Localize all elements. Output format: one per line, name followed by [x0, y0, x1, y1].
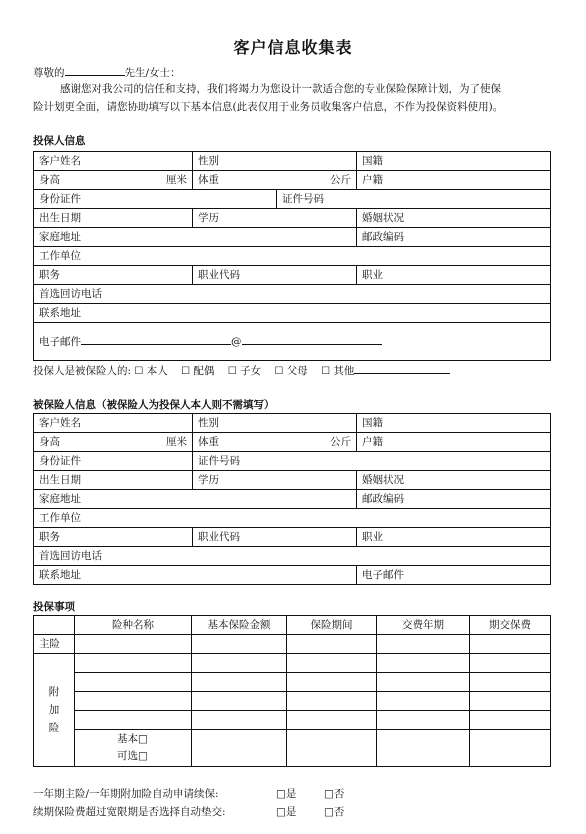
table-row — [34, 285, 551, 304]
height-unit: 厘米 — [166, 174, 187, 186]
employer-label: 工作单位 — [39, 250, 81, 262]
nationality-cell[interactable] — [357, 152, 551, 171]
checkbox-other[interactable]: ☐ — [321, 366, 331, 377]
weight-unit: 公斤 — [330, 174, 351, 186]
option-parents: 父母 — [286, 365, 308, 377]
job-label: 职务 — [39, 269, 60, 281]
rider-pay-years-cell[interactable] — [377, 730, 470, 767]
insured-gender-cell[interactable] — [193, 414, 357, 433]
table-row — [34, 673, 551, 692]
insured-address-label: 家庭地址 — [39, 493, 81, 505]
name-cell[interactable] — [34, 152, 193, 171]
main-pay-years-cell[interactable] — [377, 635, 470, 654]
auto-advance-yes-option[interactable]: □是 — [276, 806, 297, 818]
rider-char-1: 附 — [48, 686, 60, 698]
option-children: 子女 — [240, 365, 262, 377]
insured-heading: 被保险人信息（被保险人为投保人本人则不需填写） — [33, 399, 275, 411]
relation-row — [33, 362, 450, 379]
insured-postcode-cell[interactable] — [357, 490, 551, 509]
table-row — [34, 471, 551, 490]
auto-advance-question-text: 续期保险费超过宽限期是否选择自动垫交: — [33, 806, 226, 818]
table-row — [34, 209, 551, 228]
rider-premium-cell[interactable] — [470, 692, 551, 711]
postcode-cell[interactable] — [357, 228, 551, 247]
birth-label: 出生日期 — [39, 212, 81, 224]
email-at-sign: @ — [231, 336, 242, 348]
employer-cell[interactable] — [34, 247, 551, 266]
table-row — [34, 654, 551, 673]
table-row — [34, 323, 551, 361]
occupation-label: 职业 — [362, 269, 383, 281]
table-row — [34, 730, 551, 767]
insured-employer-cell[interactable] — [34, 509, 551, 528]
address-label: 家庭地址 — [39, 231, 81, 243]
rider-period-cell[interactable] — [287, 692, 377, 711]
phone-cell[interactable] — [34, 285, 551, 304]
main-period-cell[interactable] — [287, 635, 377, 654]
insured-height-label: 身高 — [39, 436, 60, 448]
gender-cell[interactable] — [193, 152, 357, 171]
salutation — [33, 64, 181, 81]
id-doc-label: 身份证件 — [39, 193, 81, 205]
insured-id-doc-label: 身份证件 — [39, 455, 81, 467]
salutation-suffix: 先生/女士： — [124, 67, 181, 79]
insured-postcode-label: 邮政编码 — [362, 493, 404, 505]
insured-name-label: 客户姓名 — [39, 417, 81, 429]
table-row — [34, 547, 551, 566]
col-header-premium: 期交保费 — [470, 616, 551, 635]
insured-education-cell[interactable] — [193, 471, 357, 490]
insured-phone-label: 首选回访电话 — [39, 550, 102, 562]
insured-occupation-cell[interactable] — [357, 528, 551, 547]
table-row — [34, 692, 551, 711]
table-row — [34, 635, 551, 654]
optional-option[interactable]: 可选□ — [117, 750, 148, 762]
contact-address-label: 联系地址 — [39, 307, 81, 319]
basic-option[interactable]: 基本□ — [117, 733, 148, 745]
table-row — [34, 247, 551, 266]
policyholder-table — [33, 151, 551, 361]
option-self: 本人 — [146, 365, 168, 377]
rider-premium-cell[interactable] — [470, 654, 551, 673]
education-cell[interactable] — [193, 209, 357, 228]
rider-premium-cell[interactable] — [470, 730, 551, 767]
col-header-pay-years: 交费年期 — [377, 616, 470, 635]
insured-contact-address-cell[interactable] — [34, 566, 357, 585]
email-cell[interactable] — [34, 323, 551, 361]
table-row — [34, 452, 551, 471]
name-label: 客户姓名 — [39, 155, 81, 167]
rider-pay-years-cell[interactable] — [377, 673, 470, 692]
plan-type-cell[interactable] — [75, 730, 192, 767]
gender-label: 性别 — [198, 155, 219, 167]
rider-amount-cell[interactable] — [192, 692, 287, 711]
insured-name-cell[interactable] — [34, 414, 193, 433]
table-row — [34, 528, 551, 547]
checkbox-children[interactable]: ☐ — [227, 366, 237, 377]
email-label: 电子邮件 — [39, 336, 81, 348]
insured-marital-label: 婚姻状况 — [362, 474, 404, 486]
insured-education-label: 学历 — [198, 474, 219, 486]
insured-table — [33, 413, 551, 585]
renewal-yes-option[interactable]: □是 — [276, 788, 297, 800]
marital-label: 婚姻状况 — [362, 212, 404, 224]
salutation-prefix: 尊敬的 — [33, 67, 65, 79]
rider-label — [34, 654, 75, 767]
corner-cell — [34, 616, 75, 635]
option-other: 其他 — [333, 365, 355, 377]
rider-pay-years-cell[interactable] — [377, 654, 470, 673]
rider-amount-cell[interactable] — [192, 730, 287, 767]
household-cell[interactable] — [357, 171, 551, 190]
policyholder-heading: 投保人信息 — [33, 135, 86, 147]
table-row — [34, 266, 551, 285]
job-cell[interactable] — [34, 266, 193, 285]
renewal-no-option[interactable]: □否 — [324, 788, 345, 800]
id-number-label: 证件号码 — [282, 193, 324, 205]
rider-amount-cell[interactable] — [192, 711, 287, 730]
table-row — [34, 509, 551, 528]
insured-weight-cell[interactable] — [193, 433, 357, 452]
insured-birth-label: 出生日期 — [39, 474, 81, 486]
insured-id-number-cell[interactable] — [193, 452, 551, 471]
insured-weight-unit: 公斤 — [330, 436, 351, 448]
insured-id-number-label: 证件号码 — [198, 455, 240, 467]
other-relation-blank[interactable] — [354, 362, 450, 374]
education-label: 学历 — [198, 212, 219, 224]
intro-line-2: 险计划更全面，请您协助填写以下基本信息(此表仅用于业务员收集客户信息，不作为投保资料使用)。 — [33, 101, 504, 113]
insured-id-doc-cell[interactable] — [34, 452, 193, 471]
checkbox-parents[interactable]: ☐ — [274, 366, 284, 377]
job-code-cell[interactable] — [193, 266, 357, 285]
table-row — [34, 171, 551, 190]
intro-line-1: 感谢您对我公司的信任和支持，我们将竭力为您设计一款适合您的专业保险保障计划，为了使保 — [60, 83, 501, 95]
rider-product-cell[interactable] — [75, 692, 192, 711]
insured-household-label: 户籍 — [362, 436, 383, 448]
rider-product-cell[interactable] — [75, 673, 192, 692]
height-label: 身高 — [39, 174, 60, 186]
birth-cell[interactable] — [34, 209, 193, 228]
insured-address-cell[interactable] — [34, 490, 357, 509]
rider-period-cell[interactable] — [287, 673, 377, 692]
table-row — [34, 616, 551, 635]
page-title: 客户信息收集表 — [233, 38, 353, 57]
insured-phone-cell[interactable] — [34, 547, 551, 566]
table-row — [34, 228, 551, 247]
nationality-label: 国籍 — [362, 155, 383, 167]
auto-advance-question — [33, 805, 344, 820]
table-row — [34, 490, 551, 509]
table-row — [34, 433, 551, 452]
customer-name-blank[interactable] — [65, 64, 125, 76]
weight-cell[interactable] — [193, 171, 357, 190]
id-doc-cell[interactable] — [34, 190, 277, 209]
postcode-label: 邮政编码 — [362, 231, 404, 243]
auto-advance-no-option[interactable]: □否 — [324, 806, 345, 818]
col-header-period: 保险期间 — [287, 616, 377, 635]
main-amount-cell[interactable] — [192, 635, 287, 654]
rider-product-cell[interactable] — [75, 654, 192, 673]
insured-employer-label: 工作单位 — [39, 512, 81, 524]
coverage-table — [33, 615, 551, 767]
contact-address-cell[interactable] — [34, 304, 551, 323]
job-code-label: 职业代码 — [198, 269, 240, 281]
insured-job-code-label: 职业代码 — [198, 531, 240, 543]
option-spouse: 配偶 — [193, 365, 215, 377]
main-premium-cell[interactable] — [470, 635, 551, 654]
insured-height-unit: 厘米 — [166, 436, 187, 448]
insured-email-label: 电子邮件 — [362, 569, 404, 581]
insured-job-label: 职务 — [39, 531, 60, 543]
renewal-question-text: 一年期主险/一年期附加险自动申请续保: — [33, 788, 219, 800]
email-user-blank[interactable] — [81, 333, 231, 345]
checkbox-self[interactable]: ☐ — [134, 366, 144, 377]
insured-marital-cell[interactable] — [357, 471, 551, 490]
table-row — [34, 152, 551, 171]
height-cell[interactable] — [34, 171, 193, 190]
insured-occupation-label: 职业 — [362, 531, 383, 543]
table-row — [34, 566, 551, 585]
rider-product-cell[interactable] — [75, 711, 192, 730]
rider-pay-years-cell[interactable] — [377, 711, 470, 730]
id-number-cell[interactable] — [277, 190, 551, 209]
occupation-cell[interactable] — [357, 266, 551, 285]
weight-label: 体重 — [198, 174, 219, 186]
address-cell[interactable] — [34, 228, 357, 247]
household-label: 户籍 — [362, 174, 383, 186]
rider-period-cell[interactable] — [287, 654, 377, 673]
rider-pay-years-cell[interactable] — [377, 692, 470, 711]
table-row — [34, 304, 551, 323]
renewal-question — [33, 787, 344, 802]
rider-premium-cell[interactable] — [470, 673, 551, 692]
rider-char-3: 险 — [48, 722, 60, 734]
col-header-product: 险种名称 — [75, 616, 192, 635]
insured-nationality-cell[interactable] — [357, 414, 551, 433]
insured-household-cell[interactable] — [357, 433, 551, 452]
rider-amount-cell[interactable] — [192, 673, 287, 692]
rider-char-2: 加 — [48, 704, 60, 716]
insured-gender-label: 性别 — [198, 417, 219, 429]
col-header-amount: 基本保险金额 — [192, 616, 287, 635]
email-domain-blank[interactable] — [242, 333, 382, 345]
main-insurance-label: 主险 — [34, 635, 75, 654]
insured-contact-address-label: 联系地址 — [39, 569, 81, 581]
insured-nationality-label: 国籍 — [362, 417, 383, 429]
checkbox-spouse[interactable]: ☐ — [181, 366, 191, 377]
insured-height-cell[interactable] — [34, 433, 193, 452]
rider-amount-cell[interactable] — [192, 654, 287, 673]
marital-cell[interactable] — [357, 209, 551, 228]
phone-label: 首选回访电话 — [39, 288, 102, 300]
coverage-heading: 投保事项 — [33, 601, 75, 613]
insured-weight-label: 体重 — [198, 436, 219, 448]
insured-job-cell[interactable] — [34, 528, 193, 547]
relation-label: 投保人是被保险人的: — [33, 365, 132, 377]
main-product-cell[interactable] — [75, 635, 192, 654]
table-row — [34, 711, 551, 730]
rider-period-cell[interactable] — [287, 711, 377, 730]
table-row — [34, 190, 551, 209]
table-row — [34, 414, 551, 433]
rider-period-cell[interactable] — [287, 730, 377, 767]
rider-premium-cell[interactable] — [470, 711, 551, 730]
insured-email-cell[interactable] — [357, 566, 551, 585]
insured-job-code-cell[interactable] — [193, 528, 357, 547]
insured-birth-cell[interactable] — [34, 471, 193, 490]
